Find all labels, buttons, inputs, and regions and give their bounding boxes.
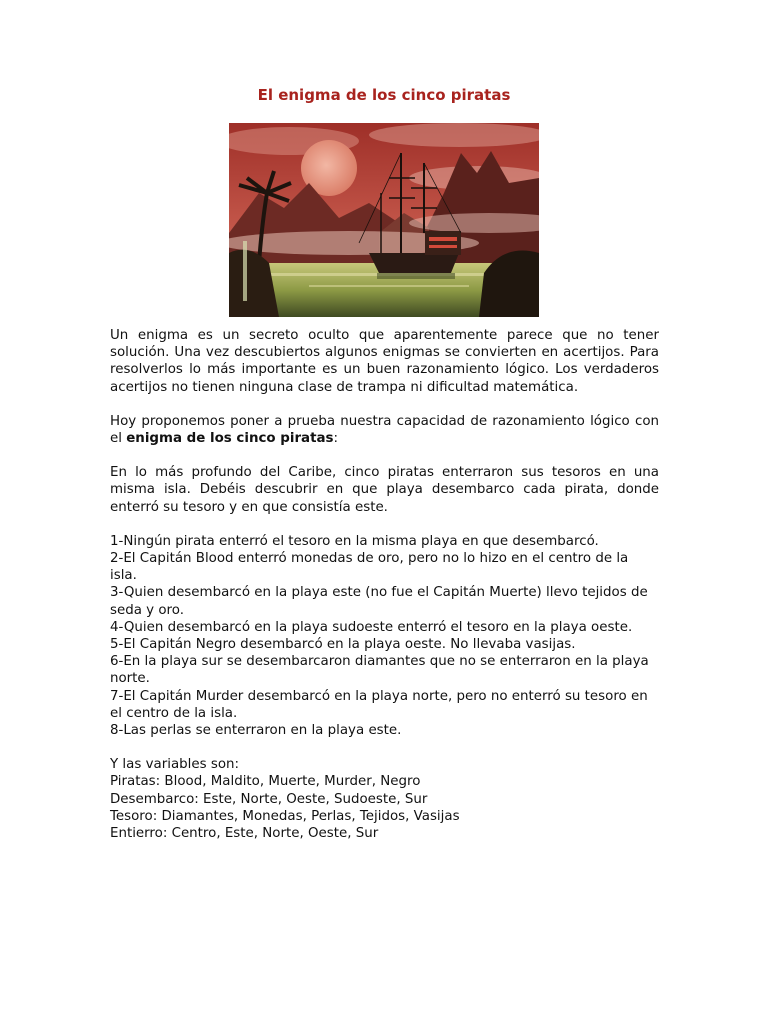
clue-list — [110, 533, 659, 739]
variable-item: Entierro: Centro, Este, Norte, Oeste, Sur — [110, 826, 379, 842]
clue-item: 2-El Capitán Blood enterró monedas de oro, pero no lo hizo en el centro de la isla. — [110, 551, 629, 584]
proposal-end: : — [333, 431, 339, 447]
proposal-paragraph — [110, 413, 659, 447]
variables-heading: Y las variables son: — [110, 757, 240, 773]
intro-paragraph: Un enigma es un secreto oculto que aparentemente parece que no tener solución. Una vez descubiertos algunos enigmas se convierten en acertijos. Para resolverlos lo más importante es un buen razonamiento lógico. Los verdaderos acertijos no tienen ninguna clase de trampa ni dificultad matemática. — [110, 328, 659, 395]
clue-item: 6-En la playa sur se desembarcaron diamantes que no se enterraron en la playa norte. — [110, 654, 649, 687]
proposal-text: Hoy proponemos poner a prueba nuestra capacidad de razonamiento lógico con el — [110, 413, 659, 447]
variable-item: Desembarco: Este, Norte, Oeste, Sudoeste, Sur — [110, 791, 428, 807]
clue-item: 3-Quien desembarcó en la playa este (no fue el Capitán Muerte) llevo tejidos de seda y oro. — [110, 585, 648, 618]
variable-item: Tesoro: Diamantes, Monedas, Perlas, Tejidos, Vasijas — [110, 808, 460, 824]
clue-item: 4-Quien desembarcó en la playa sudoeste enterró el tesoro en la playa oeste. — [110, 619, 633, 635]
variable-item: Piratas: Blood, Maldito, Muerte, Murder, Negro — [110, 774, 421, 790]
clue-item: 7-El Capitán Murder desembarcó en la playa norte, pero no enterró su tesoro en el centro de la isla. — [110, 688, 648, 721]
pirate-ship-painting — [229, 123, 539, 317]
pirate-ship-illustration — [229, 123, 539, 317]
variables-section — [110, 756, 659, 842]
document-body — [110, 327, 659, 842]
clue-item: 1-Ningún pirata enterró el tesoro en la misma playa en que desembarcó. — [110, 533, 599, 549]
document-title: El enigma de los cinco piratas — [257, 86, 511, 104]
proposal-bold-text: enigma de los cinco piratas — [126, 431, 334, 447]
clue-item: 8-Las perlas se enterraron en la playa este. — [110, 723, 402, 739]
story-paragraph: En lo más profundo del Caribe, cinco piratas enterraron sus tesoros en una misma isla. Debéis descubrir en que playa desembarco cada pirata, donde enterró su tesoro y en que consistía este. — [110, 465, 659, 515]
clue-item: 5-El Capitán Negro desembarcó en la playa oeste. No llevaba vasijas. — [110, 637, 576, 653]
